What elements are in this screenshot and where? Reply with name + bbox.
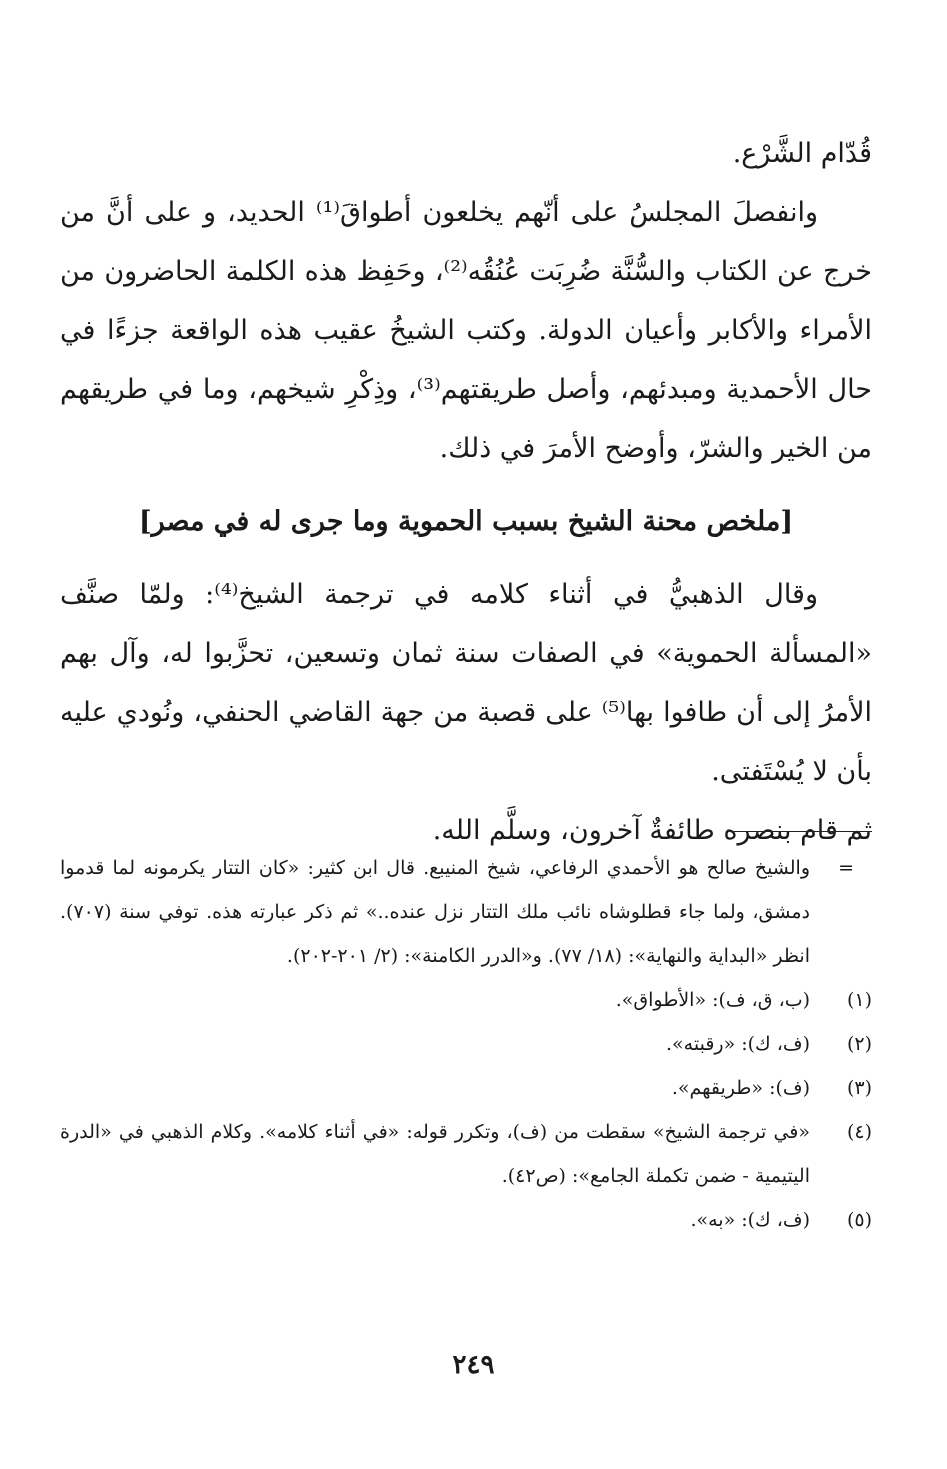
footnote-number: (٣): [846, 1077, 872, 1099]
footnotes: [60, 846, 872, 1242]
footnote-text: (ف، ك): «به».: [690, 1209, 810, 1231]
footnote-text: والشيخ صالح هو الأحمدي الرفاعي، شيخ المنيبع. قال ابن كثير: «كان التتار يكرمونه لما قدموا دمشق، ولما جاء قطلوشاه نائب ملك التتار نزل عنده..» ثم ذكر عبارته هذه. توفي سنة (٧٠٧). انظر «البداية والنهاية»: (١٨/ ٧٧). و«الدرر الكامنة»: (٢/ ٢٠١-٢٠٢).: [60, 857, 810, 967]
continuation-mark: =: [838, 857, 854, 879]
section-heading: [ملخص محنة الشيخ بسبب الحموية وما جرى له في مصر]: [138, 506, 794, 537]
footnote-1: [60, 978, 872, 1022]
footnote-5: [60, 1198, 872, 1242]
page-number: ٢٤٩: [452, 1350, 495, 1380]
footnote-continuation: [60, 846, 872, 978]
paragraph-separation: وانفصلَ المجلسُ على أنّهم يخلعون أطواقَ⁽¹⁾ الحديد، و على أنَّ من خرج عن الكتاب والسُّنَّة ضُرِبَت عُنُقُه⁽²⁾، وحَفِظ هذه الكلمة الحاضرون من الأمراء والأكابر وأعيان الدولة. وكتب الشيخُ عقيب هذه الواقعة جزءًا في حال الأحمدية ومبدئهم، وأصل طريقتهم⁽³⁾، وذِكْرِ شيخهم، وما في طريقهم من الخير والشرّ، وأوضح الأمرَ في ذلك.: [60, 197, 872, 464]
footnote-text: (ف، ك): «رقبته».: [666, 1033, 810, 1055]
text-line-opening: قُدّام الشَّرْع.: [732, 138, 872, 169]
footnote-number: (١): [846, 989, 872, 1011]
main-text-bottom: [60, 565, 872, 860]
footnote-number: (٢): [846, 1033, 872, 1055]
main-text-top: [60, 124, 872, 478]
footnote-number: (٥): [846, 1209, 872, 1231]
footnote-3: [60, 1066, 872, 1110]
footnote-4: [60, 1110, 872, 1198]
footnote-number: (٤): [846, 1121, 872, 1143]
footnote-2: [60, 1022, 872, 1066]
paragraph-dhahabi: وقال الذهبيُّ في أثناء كلامه في ترجمة الشيخ⁽⁴⁾: ولمّا صنَّف «المسألة الحموية» في الصفات سنة ثمان وتسعين، تحزَّبوا له، وآل بهم الأمرُ إلى أن طافوا بها⁽⁵⁾ على قصبة من جهة القاضي الحنفي، ونُودي عليه بأن لا يُسْتَفتى.: [60, 579, 872, 787]
text-line-closing: ثم قام بنصره طائفةٌ آخرون، وسلَّم الله.: [432, 815, 872, 846]
footnote-separator: [733, 831, 872, 832]
footnote-text: «في ترجمة الشيخ» سقطت من (ف)، وتكرر قوله: «في أثناء كلامه». وكلام الذهبي في «الدرة اليتيمية - ضمن تكملة الجامع»: (ص٤٢).: [60, 1121, 810, 1187]
footnote-text: (ف): «طريقهم».: [671, 1077, 810, 1099]
footnote-text: (ب، ق، ف): «الأطواق».: [615, 989, 810, 1011]
